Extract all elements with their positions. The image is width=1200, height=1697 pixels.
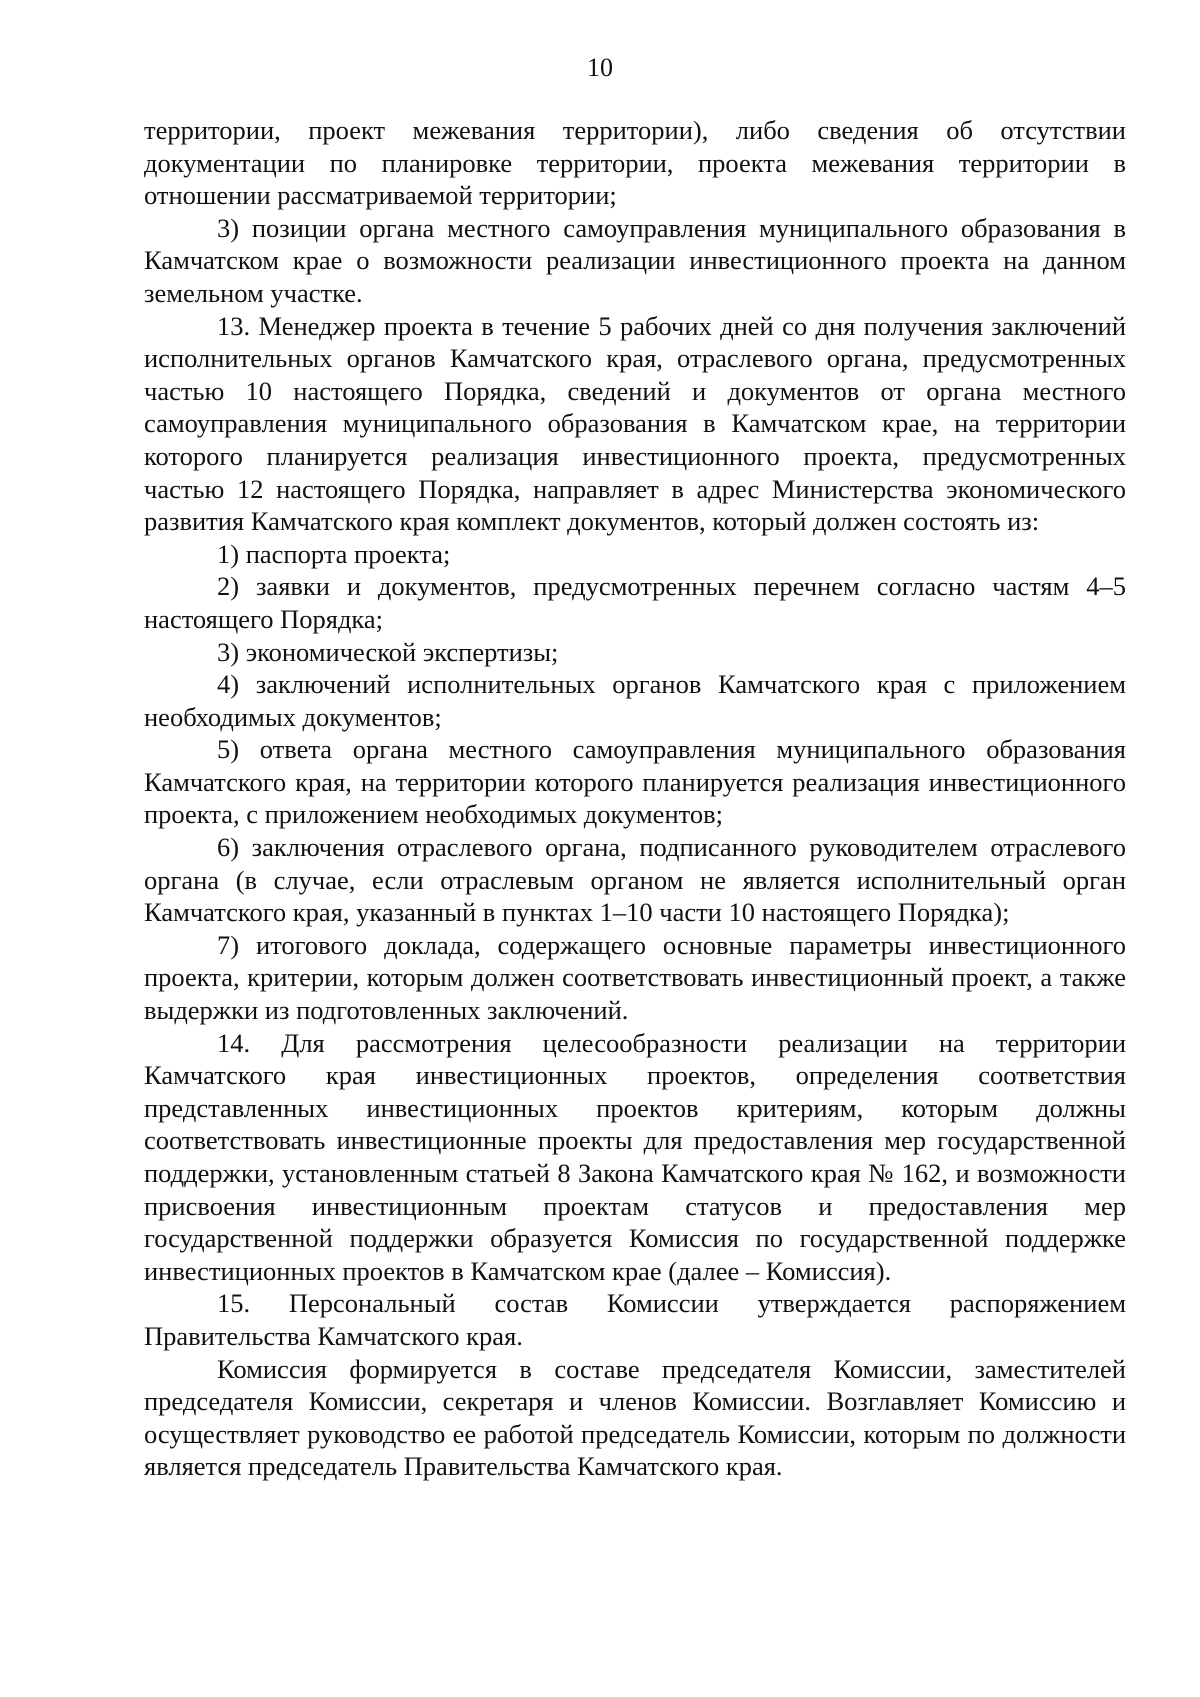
paragraph-item-3: 3) позиции органа местного самоуправления муниципального образования в Камчатском крае о возможности реализации инвестиционного проекта на данном земельном участке. bbox=[144, 212, 1126, 308]
page-number: 10 bbox=[587, 53, 613, 82]
document-body bbox=[144, 114, 1126, 1483]
paragraph-list-item-7: 7) итогового доклада, содержащего основные параметры инвестиционного проекта, критерии, которым должен соответствовать инвестиционный проект, а также выдержки из подготовленных заключений. bbox=[144, 929, 1126, 1026]
paragraph-list-item-4: 4) заключений исполнительных органов Камчатского края с приложением необходимых документов; bbox=[144, 669, 1126, 732]
paragraph-commission-composition: Комиссия формируется в составе председателя Комиссии, заместителей председателя Комиссии, секретаря и членов Комиссии. Возглавляет Комиссию и осуществляет руководство ее работой председатель Комиссии, которым по должности является председатель Правительства Камчатского края. bbox=[144, 1353, 1126, 1482]
paragraph-list-item-6: 6) заключения отраслевого органа, подписанного руководителем отраслевого органа (в случае, если отраслевым органом не является исполнительный орган Камчатского края, указанный в пунктах 1–10 части 10 настоящего Порядка); bbox=[144, 832, 1126, 928]
paragraph-clause-14: 14. Для рассмотрения целесообразности реализации на территории Камчатского края инвестиционных проектов, определения соответствия представленных инвестиционных проектов критериям, которым должны соответствовать инвестиционные проекты для предоставления мер государственной поддержки, установленным статьей 8 Закона Камчатского края № 162, и возможности присвоения инвестиционным проектам статусов и предоставления мер государственной поддержки образуется Комиссия по государственной поддержке инвестиционных проектов в Камчатском крае (далее – Комиссия). bbox=[144, 1027, 1126, 1286]
paragraph-list-item-5: 5) ответа органа местного самоуправления муниципального образования Камчатского края, на территории которого планируется реализация инвестиционного проекта, с приложением необходимых документов; bbox=[144, 734, 1126, 830]
paragraph-clause-15: 15. Персональный состав Комиссии утверждается распоряжением Правительства Камчатского края. bbox=[144, 1288, 1126, 1351]
paragraph-clause-13: 13. Менеджер проекта в течение 5 рабочих дней со дня получения заключений исполнительных органов Камчатского края, отраслевого органа, предусмотренных частью 10 настоящего Порядка, сведений и документов от органа местного самоуправления муниципального образования в Камчатском крае, на территории которого планируется реализация инвестиционного проекта, предусмотренных частью 12 настоящего Порядка, направляет в адрес Министерства экономического развития Камчатского края комплект документов, который должен состоять из: bbox=[144, 310, 1126, 537]
paragraph-continuation: территории, проект межевания территории), либо сведения об отсутствии документации по планировке территории, проекта межевания территории в отношении рассматриваемой территории; bbox=[144, 115, 1126, 211]
paragraph-list-item-3: 3) экономической экспертизы; bbox=[217, 636, 559, 667]
paragraph-list-item-1: 1) паспорта проекта; bbox=[217, 538, 451, 569]
paragraph-list-item-2: 2) заявки и документов, предусмотренных перечнем согласно частям 4–5 настоящего Порядка; bbox=[144, 571, 1126, 634]
